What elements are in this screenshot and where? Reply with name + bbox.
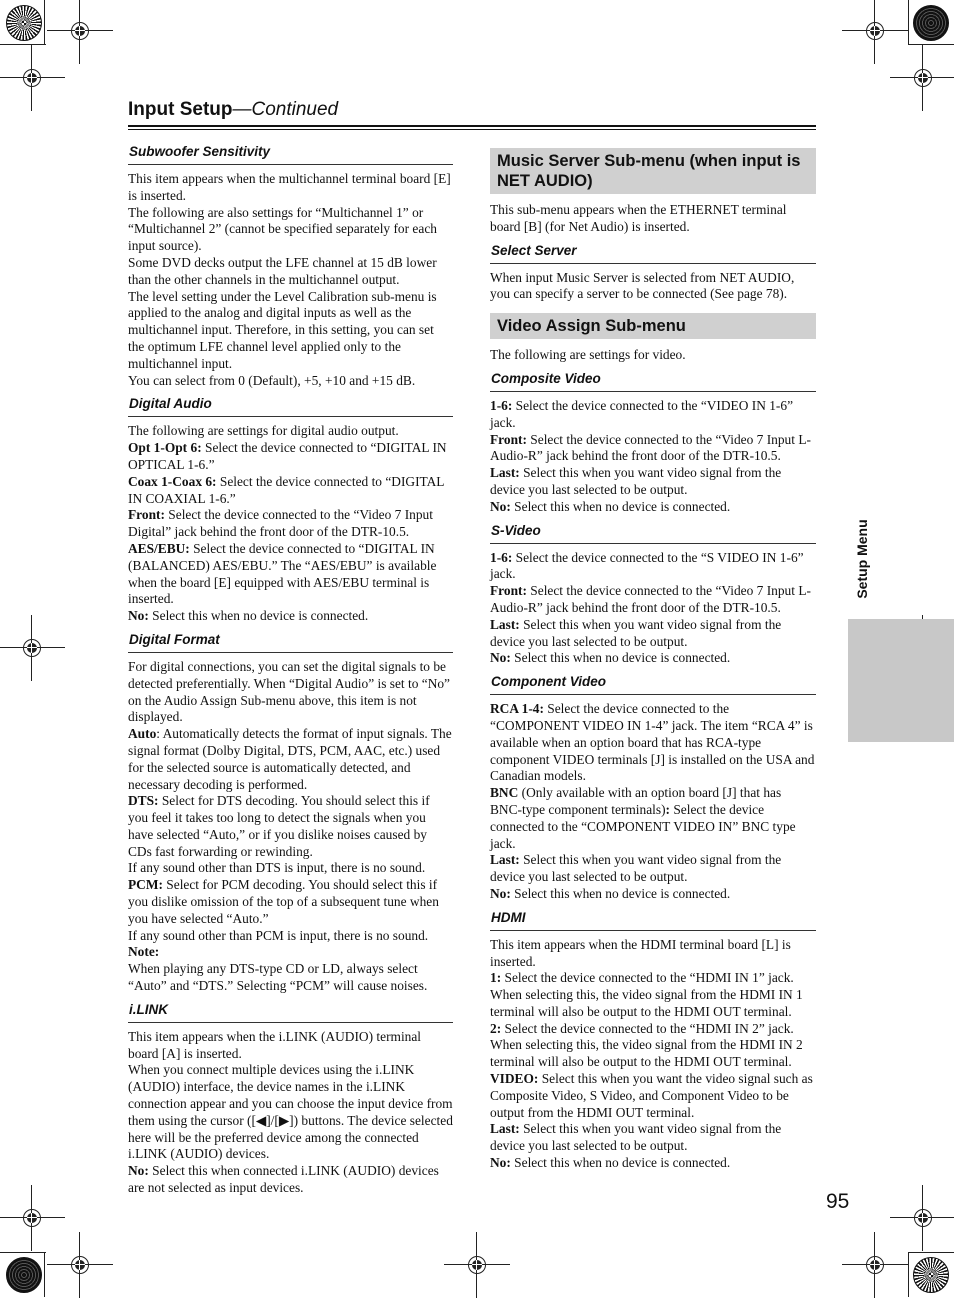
registration-crosshair [904, 59, 942, 97]
option-label: Coax 1-Coax 6: [128, 473, 217, 489]
paragraph: If any sound other than DTS is input, there is no sound. [128, 860, 426, 876]
option-text: Select the device connected to “DIGITAL IN OPTICAL 1-6.” [128, 440, 447, 472]
option-label: Last: [490, 1121, 520, 1137]
option-text: Select this when you want video signal from the device you last selected to be output. [490, 1121, 782, 1154]
side-tab-label [846, 515, 880, 607]
option-item [128, 726, 453, 793]
crop-line [44, 1252, 45, 1297]
registration-crosshair [458, 1246, 496, 1284]
digital-audio-heading: Digital Audio [128, 395, 453, 417]
option-label: AES/EBU: [128, 540, 190, 556]
crop-line [908, 1252, 954, 1253]
option-item [490, 1071, 816, 1121]
option-label: No: [490, 650, 511, 666]
registration-ring [6, 5, 42, 41]
option-text: (Only available with an option board [J] that has BNC-type component terminals) [490, 785, 782, 817]
option-label: 1-6: [490, 397, 513, 413]
registration-crosshair [61, 1246, 99, 1284]
option-item [490, 1121, 816, 1155]
option-text: Select this when you want the video signal such as Composite Video, S Video, and Component Video to be output from the HDMI OUT terminal. [490, 1071, 813, 1120]
video-assign-section-heading: Video Assign Sub-menu [490, 313, 816, 339]
s-video-body [490, 550, 816, 668]
option-label: Front: [490, 583, 527, 599]
option-item [490, 886, 816, 903]
option-colon: : [665, 801, 670, 817]
paragraph: Some DVD decks output the LFE channel at 15 dB lower than the other channels in the multichannel output. [128, 254, 437, 287]
paragraph: The following are also settings for “Multichannel 1” or “Multichannel 2” (cannot be specified separately for each input source). [128, 204, 437, 254]
option-item [490, 1155, 816, 1172]
option-text: Select this when no device is connected. [510, 885, 731, 901]
side-tab-label-text: Setup Menu [854, 519, 870, 599]
option-item [490, 583, 816, 617]
paragraph: When input Music Server is selected from NET AUDIO, you can specify a server to be connected (See page 78). [490, 269, 795, 302]
option-label: 2: [490, 1020, 502, 1036]
registration-crosshair [13, 629, 51, 667]
option-text: Select the device connected to the “Video 7 Input L-Audio-R” jack behind the front door of the DTR-10.5. [490, 583, 811, 615]
page-title-suffix: —Continued [232, 99, 339, 120]
option-item [128, 474, 453, 508]
option-label: Opt 1-Opt 6: [128, 440, 202, 456]
option-text: Select this when connected i.LINK (AUDIO) devices are not selected as input devices. [128, 1163, 439, 1196]
page-title [128, 99, 338, 121]
option-item [490, 499, 816, 516]
subwoofer-sensitivity-heading: Subwoofer Sensitivity [128, 143, 453, 165]
option-text: Select the device connected to the “HDMI IN 1” jack. When selecting this, the video signal from the HDMI IN 1 terminal will also be output to the HDMI OUT terminal. [490, 970, 803, 1019]
registration-ring [913, 5, 949, 41]
registration-ring [6, 1257, 42, 1293]
paragraph: The following are settings for video. [490, 347, 686, 363]
option-label: PCM: [128, 877, 163, 893]
option-label: Front: [490, 431, 527, 447]
option-text: Select this when no device is connected. [148, 608, 369, 624]
option-text: Select the device connected to the “COMPONENT VIDEO IN” BNC type jack. [490, 801, 796, 851]
option-label: Last: [490, 465, 520, 481]
option-item [128, 877, 453, 927]
option-text: Select this when you want video signal from the device you last selected to be output. [490, 616, 782, 649]
paragraph: This item appears when the HDMI terminal board [L] is inserted. [490, 936, 791, 969]
registration-crosshair [856, 1246, 894, 1284]
option-item [128, 440, 453, 474]
paragraph: When you connect multiple devices using the i.LINK (AUDIO) interface, the device names in the i.LINK connection appear and you can choose the input device from them using the cursor ([◀]/[▶]) buttons. The device selected here will be the preferred device among the connected i.LINK (AUDIO) devices. [128, 1062, 453, 1162]
option-item [490, 701, 816, 785]
option-text: Select this when no device is connected. [510, 1155, 731, 1171]
component-video-body [490, 701, 816, 903]
option-label: No: [490, 498, 511, 514]
option-label: 1-6: [490, 549, 513, 565]
option-label: No: [128, 608, 149, 624]
option-text: Select the device connected to the “COMPONENT VIDEO IN 1-4” jack. The item “RCA 4” is available when an option board that has RCA-type component VIDEO terminals [J] is installed on the USA and Canadian models. [490, 701, 815, 784]
paragraph: For digital connections, you can set the digital signals to be detected preferentially. When “Digital Audio” is set to “No” on the Audio Assign Sub-menu above, this item is not displayed. [128, 658, 451, 725]
note-label-text: Note: [128, 944, 160, 960]
crop-line [44, 0, 45, 44]
option-label: No: [490, 1155, 511, 1171]
option-text: Select the device connected to the “HDMI IN 2” jack. When selecting this, the video signal from the HDMI IN 2 terminal will also be output to the HDMI OUT terminal. [490, 1020, 803, 1070]
digital-format-heading: Digital Format [128, 631, 453, 653]
note-label [128, 944, 453, 961]
paragraph: The level setting under the Level Calibration sub-menu is applied to the analog and digital inputs as well as the multichannel input. Therefore, in this setting, you can set the optimum LFE channel level applied only to the multichannel input. [128, 288, 437, 371]
paragraph: If any sound other than PCM is input, there is no sound. [128, 927, 429, 943]
option-text: : Automatically detects the format of input signals. The signal format (Dolby Digital, DTS, PCM, AAC, etc.) used for the selected source is automatically detected, and necessary decoding is performed. [128, 726, 452, 792]
option-item [490, 550, 816, 584]
option-text: Select this when you want video signal from the device you last selected to be output. [490, 465, 782, 497]
paragraph: This sub-menu appears when the ETHERNET terminal board [B] (for Net Audio) is inserted. [490, 202, 787, 234]
music-server-section-heading: Music Server Sub-menu (when input is NET AUDIO) [490, 148, 816, 194]
right-column [490, 143, 816, 1178]
crop-line [0, 1252, 46, 1253]
paragraph: The following are settings for digital audio output. [128, 423, 399, 439]
option-text: Select the device connected to “DIGITAL IN (BALANCED) AES/EBU.” The “AES/EBU” is available when the board [E] equipped with AES/EBU terminal is inserted. [128, 540, 437, 607]
paragraph: This item appears when the multichannel terminal board [E] is inserted. [128, 171, 451, 203]
video-assign-body [490, 347, 816, 364]
registration-crosshair [13, 1199, 51, 1237]
option-item [490, 1021, 816, 1071]
option-text: Select the device connected to the “Video 7 Input L-Audio-R” jack behind the front door of the DTR-10.5. [490, 431, 811, 464]
paragraph: This item appears when the i.LINK (AUDIO) terminal board [A] is inserted. [128, 1028, 422, 1061]
option-label: RCA 1-4: [490, 701, 544, 717]
left-column [128, 143, 453, 1203]
option-label: No: [128, 1163, 149, 1179]
digital-audio-body [128, 423, 453, 625]
ilink-body [128, 1029, 453, 1197]
select-server-body [490, 270, 816, 304]
option-item [490, 465, 816, 499]
option-label: DTS: [128, 793, 159, 809]
registration-crosshair [904, 1199, 942, 1237]
title-rule [128, 129, 816, 130]
option-label: BNC [490, 785, 519, 801]
option-item [128, 1163, 453, 1197]
option-item [490, 617, 816, 651]
registration-ring [913, 1257, 949, 1293]
option-item [490, 852, 816, 886]
option-text: Select this when no device is connected. [510, 498, 731, 514]
select-server-heading: Select Server [490, 242, 816, 264]
ilink-heading: i.LINK [128, 1001, 453, 1023]
crop-line [908, 1252, 909, 1297]
option-label: No: [490, 885, 511, 901]
registration-crosshair [13, 59, 51, 97]
component-video-heading: Component Video [490, 673, 816, 695]
option-text: Select the device connected to the “Video 7 Input Digital” jack behind the front door of the DTR-10.5. [128, 507, 433, 540]
option-item [128, 541, 453, 608]
option-text: Select the device connected to the “VIDEO IN 1-6” jack. [490, 397, 794, 430]
crop-line [0, 44, 46, 45]
subwoofer-sensitivity-body [128, 171, 453, 389]
option-text: Select for DTS decoding. You should select this if you feel it takes too long to detect the signals when you have selected “Auto,” or if you dislike noises caused by CDs fast forwarding or rewinding. [128, 793, 430, 859]
hdmi-heading: HDMI [490, 909, 816, 931]
option-item [490, 398, 816, 432]
option-text: Select the device connected to the “S VIDEO IN 1-6” jack. [490, 549, 804, 582]
s-video-heading: S-Video [490, 522, 816, 544]
option-label: Last: [490, 616, 520, 632]
crop-line [908, 0, 909, 44]
option-item [490, 650, 816, 667]
page-title-text: Input Setup [128, 99, 233, 120]
option-text: Select for PCM decoding. You should select this if you dislike omission of the top of a subsequent tune when you have selected “Auto.” [128, 877, 439, 926]
option-text: Select this when no device is connected. [510, 650, 731, 666]
option-item [128, 793, 453, 860]
option-text: Select the device connected to “DIGITAL IN COAXIAL 1-6.” [128, 473, 444, 506]
title-rule [128, 125, 816, 127]
option-item [490, 432, 816, 466]
music-server-body [490, 202, 816, 236]
option-label: VIDEO: [490, 1071, 539, 1087]
option-label: Last: [490, 852, 520, 868]
composite-video-body [490, 398, 816, 516]
note-text: When playing any DTS-type CD or LD, always select “Auto” and “DTS.” Selecting “PCM” will cause noises. [128, 961, 428, 994]
digital-format-body [128, 659, 453, 995]
option-item [490, 970, 816, 1020]
option-text: Select this when you want video signal from the device you last selected to be output. [490, 852, 782, 885]
hdmi-body [490, 937, 816, 1172]
option-label: Front: [128, 507, 165, 523]
page-number: 95 [826, 1190, 850, 1213]
option-label: 1: [490, 970, 502, 986]
registration-crosshair [856, 12, 894, 50]
side-tab [848, 619, 954, 742]
composite-video-heading: Composite Video [490, 370, 816, 392]
option-label: Auto [128, 726, 157, 742]
option-item [128, 608, 453, 625]
option-item [490, 785, 816, 852]
registration-crosshair [61, 12, 99, 50]
paragraph: You can select from 0 (Default), +5, +10 and +15 dB. [128, 372, 416, 388]
crop-line [908, 44, 954, 45]
option-item [128, 507, 453, 541]
